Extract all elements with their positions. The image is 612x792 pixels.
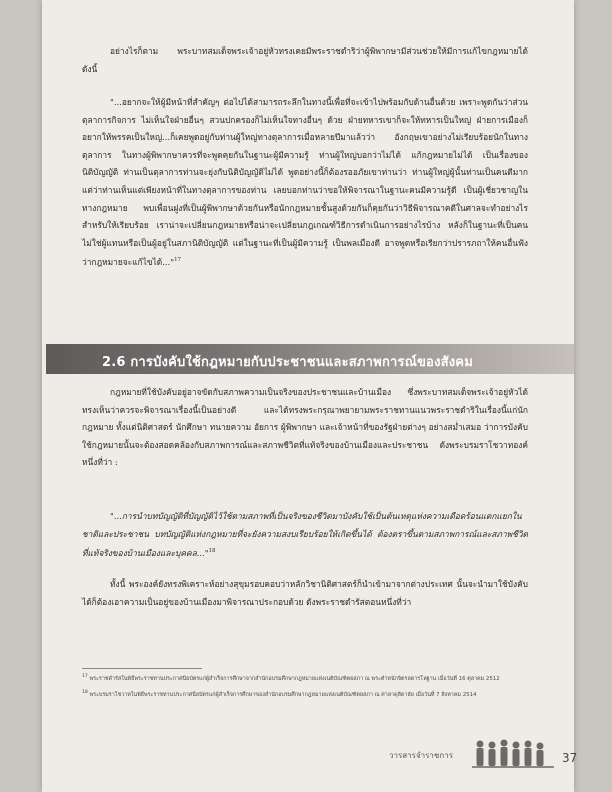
section-title: 2.6 การบังคับใช้กฎหมายกับประชาชนและสภาพการณ์ของสังคม xyxy=(102,355,473,370)
intro-paragraph xyxy=(82,43,528,78)
journal-name: วารสารจำราชการ xyxy=(389,751,453,760)
footnote-ref-17: 17 xyxy=(174,257,182,264)
page-number: 37 xyxy=(562,751,578,765)
footnote-text: พระราชดำรัสในพิธีพระราชทานประกาศนียบัตรแก่ผู้สำเร็จการศึกษาจากสำนักอบรมศึกษากฎหมายแห่งเนติบัณฑิตยสภา ณ พระตำหนักจิตรลดารโหฐาน เมื่อวันที่ 16 ตุลาคม 2512 xyxy=(89,675,500,682)
footnote-18 xyxy=(82,689,522,699)
quote-text: "...อยากจะให้ผู้มีหน้าที่สำคัญๆ ต่อไปได้สามารถระลึกในทางนี้เพื่อที่จะเข้าไปพร้อมกับด้านอื่นด้วย เพราะพูดกันว่าส่วนตุลาการกิจการ ไม่เห็นใจฝ่ายอื่นๆ สวนปกครองก็ไม่เห็นใจทางอื่นๆ ด้วย ฝ่ายทหารเขาก็จะให้ทหารเป็นใหญ่ ฝ่ายการเมืองก็อยากให้พรรคเป็นใหญ่...ก็เคยพูดอยู่กับท่านผู้ใหญ่ทางตุลาการเมื่อหลายปีมาแล้วว่า อังกฤษเขาอย่างไม่เรียบร้อยนักในทางตุลาการ ในทางผู้พิพากษาควรที่จะพูดคุยกันในฐานะผู้มีความรู้ ท่านผู้ใหญ่บอกว่าไม่ได้ แก้กฎหมายไม่ได้ เป็นเรื่องของนิติบัญญัติ ท่านเป็นตุลาการท่านจะยุ่งกับนิติบัญญัติไม่ได้ พูดอย่างนี้ก็ต้องรออภัยเขาท่านว่า ท่านผู้ใหญ่ผู้นั้นท่านเป็นคนดีมาก แต่ว่าท่านเห็นแต่เพียงหน้าที่ในทางตุลาการของท่าน เลยบอกท่านว่าขอให้พิจารณาในฐานะคนมีความรู้ดี เป็นผู้เชี่ยวชาญในทางกฎหมาย พบเพื่อนฝูงที่เป็นผู้พิพากษาด้วยกันหรือนักกฎหมายชั้นสูงด้วยกันก็คุยกันว่าวิธีพิจารณาคดีในศาลจะทำอย่างไรสำหรับให้เรียบร้อย เราน่าจะเปลี่ยนกฎหมายหรือน่าจะเปลี่ยนกฎเกณฑ์วิธีการดำเนินการอย่างไรบ้าง หลังก็ในฐานะที่เป็นคน ไม่ใช่ผู้แทนหรือเป็นผู้อยู่ในสภานิติบัญญัติ แต่ในฐานะที่เป็นผู้มีความรู้ เป็นพลเมืองดี อาจพูดหรือเรียกว่าปรารภถาให้คนอื่นฟังว่ากฎหมายจะแก้ไขได้..." xyxy=(82,97,528,268)
body-text: กฎหมายที่ใช้บังคับอยู่อาจขัดกับสภาพความเป็นจริงของประชาชนและบ้านเมือง ซึ่งพระบาทสมเด็จพระเจ้าอยู่หัวได้ทรงเห็นว่าควรจะพิจารณาเรื่องนี้เป็นอย่างดี และได้ทรงพระกรุณาพยายามพระราชทานแนวพระราชดำริในเรื่องนี้แก่นักกฎหมาย ทั้งแต่นิติศาสตร์ นักศึกษา ทนายความ อัยการ ผู้พิพากษา และเจ้าหน้าที่ของรัฐฝ่ายต่างๆ อย่างสม่ำเสมอ ว่าการบังคับใช้กฎหมายนั้นจะต้องสอดคล้องกับสภาพการณ์และสภาพชีวิตที่แท้จริงของบ้านเมืองและประชาชน ดังพระบรมราโชวาทองค์หนึ่งที่ว่า : xyxy=(82,387,528,468)
body-paragraph xyxy=(82,384,528,472)
section-banner xyxy=(46,344,574,374)
footnote-text: พระบรมราโชวาทในพิธีพระราชทานประกาศนียบัตรแก่ผู้สำเร็จการศึกษาของสำนักอบรมศึกษากฎหมายแห่งเนติบัณฑิตยสภา ณ ศาลาดุสิดาลัย เมื่อวันที่ 7 สิงหาคม 2514 xyxy=(89,691,477,698)
footnote-number: 17 xyxy=(82,674,88,679)
royal-address-quote xyxy=(82,508,528,563)
footnote-ref-18: 18 xyxy=(208,548,216,555)
footnote-divider xyxy=(82,668,202,669)
closing-text: ทั้งนี้ พระองค์ยังทรงพิเคราะห์อย่างสุขุมรอบคอบว่าหลักวิชานิติศาสตร์ก็นำเข้ามาจากต่างประเทศ นั้นจะนำมาใช้บังคับได้ก็ต้องเอาความเป็นอยู่ของบ้านเมืองมาพิจารณาประกอบด้วย ดังพระราชดำรัสตอนหนึ่งที่ว่า xyxy=(82,579,528,607)
document-page xyxy=(42,0,578,792)
intro-text: อย่างไรก็ตาม พระบาทสมเด็จพระเจ้าอยู่หัวทรงเคยมีพระราชดำริว่าผู้พิพากษามีส่วนช่วยให้มีการแก้ไขกฎหมายได้ ดังนี้ xyxy=(82,46,528,74)
closing-paragraph xyxy=(82,576,528,611)
footnote-number: 18 xyxy=(82,690,88,695)
footnote-17 xyxy=(82,673,522,683)
royal-speech-quote xyxy=(82,94,528,272)
people-logo-icon xyxy=(472,738,554,772)
italic-quote-text: "...การนำบทบัญญัติที่บัญญัติไว้ใช้ตามสภาพที่เป็นจริงของชีวิตมาบังคับใช้เป็นต้นเหตุแห่งความเดือดร้อนแตกแยกในชาติและประชาชน บทบัญญัติแห่งกฎหมายที่จะยังความสงบเรียบร้อยให้เกิดขึ้นได้ ต้องตราขึ้นตามสภาพการณ์และสภาพชีวิตที่แท้จริงของบ้านเมืองและบุคคล..." xyxy=(82,511,528,558)
